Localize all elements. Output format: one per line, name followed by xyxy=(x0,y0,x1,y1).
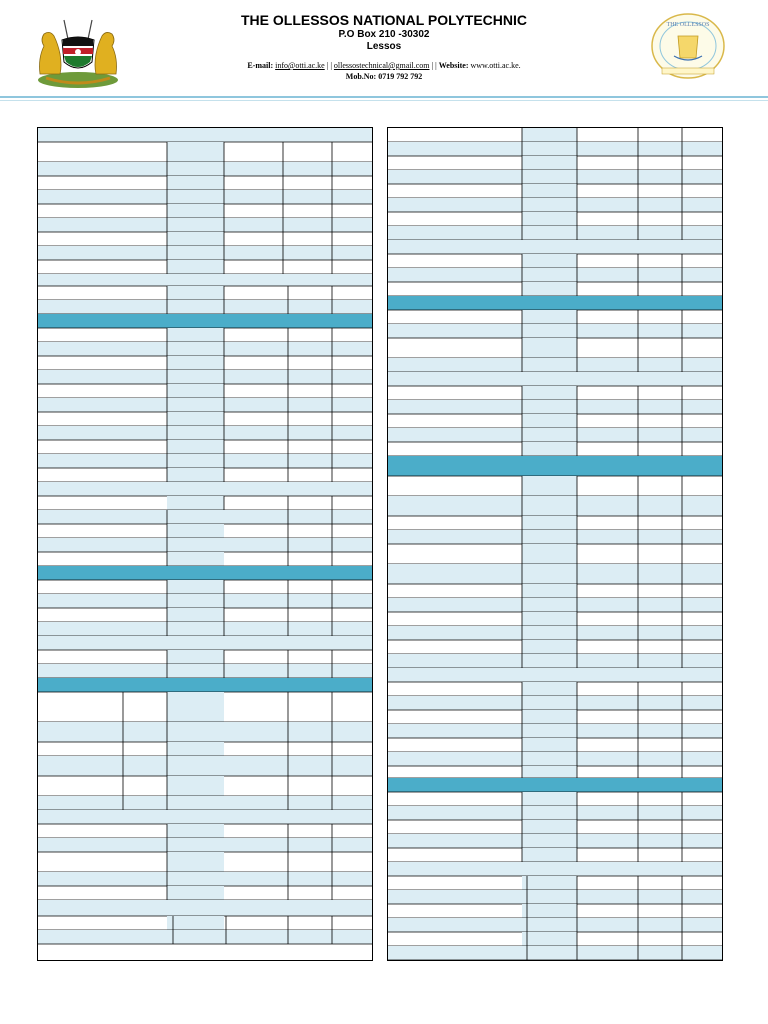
table-row-shade xyxy=(388,530,722,544)
table-cell-shade xyxy=(167,776,224,796)
table-cell-shade xyxy=(522,876,577,890)
table-cell-shade xyxy=(167,496,224,510)
table-cell-shade xyxy=(522,710,577,724)
table-row-shade xyxy=(38,930,372,944)
section-header xyxy=(38,274,372,286)
table-cell-shade xyxy=(522,612,577,626)
table-cell-shade xyxy=(167,260,224,274)
table-row-shade xyxy=(388,626,722,640)
table-cell-shade xyxy=(167,232,224,246)
table-cell-shade xyxy=(167,524,224,538)
table-row-shade xyxy=(38,300,372,314)
table-row-shade xyxy=(388,806,722,820)
table-cell-shade xyxy=(167,580,224,594)
table-row-shade xyxy=(388,946,722,960)
table-row-shade xyxy=(388,834,722,848)
table-row-shade xyxy=(38,796,372,810)
table-cell-shade xyxy=(522,682,577,696)
table-cell-shade xyxy=(522,282,577,296)
table-row-shade xyxy=(388,890,722,904)
postal-address: P.O Box 210 -30302 xyxy=(338,29,430,40)
table-row-shade xyxy=(388,198,722,212)
table-cell-shade xyxy=(167,886,224,900)
table-row-shade xyxy=(388,752,722,766)
section-band xyxy=(388,296,722,310)
table-cell-shade xyxy=(522,640,577,654)
table-cell-shade xyxy=(167,608,224,622)
table-cell-shade xyxy=(522,156,577,170)
section-header xyxy=(388,240,722,254)
table-row-shade xyxy=(388,696,722,710)
table-cell-shade xyxy=(522,932,577,946)
table-cell-shade xyxy=(522,738,577,752)
institution-name: THE OLLESSOS NATIONAL POLYTECHNIC xyxy=(241,12,527,28)
table-row-shade xyxy=(38,218,372,232)
section-header xyxy=(38,900,372,916)
table-row-shade xyxy=(388,564,722,584)
section-band xyxy=(388,778,722,792)
table-row-shade xyxy=(388,400,722,414)
table-cell-shade xyxy=(167,328,224,342)
table-cell-shade xyxy=(167,742,224,756)
left-fee-table xyxy=(37,127,373,961)
table-row-shade xyxy=(388,324,722,338)
table-cell-shade xyxy=(167,286,224,300)
table-cell-shade xyxy=(522,414,577,428)
table-cell-shade xyxy=(522,904,577,918)
table-row-shade xyxy=(388,226,722,240)
table-row-shade xyxy=(38,756,372,776)
table-row-shade xyxy=(38,538,372,552)
table-cell-shade xyxy=(522,476,577,496)
table-cell-shade xyxy=(167,356,224,370)
section-band xyxy=(38,566,372,580)
table-row-shade xyxy=(388,358,722,372)
table-cell-shade xyxy=(522,544,577,564)
left-table-grid xyxy=(38,128,372,960)
table-cell-shade xyxy=(522,584,577,598)
table-cell-shade xyxy=(522,848,577,862)
table-cell-shade xyxy=(167,384,224,398)
section-band xyxy=(38,314,372,328)
email-label: E-mail: xyxy=(247,61,274,70)
table-cell-shade xyxy=(522,766,577,778)
right-table-grid xyxy=(388,128,722,960)
section-band xyxy=(388,456,722,476)
seal-text: THE OLLESSOS xyxy=(666,22,710,28)
table-row-shade xyxy=(38,342,372,356)
table-row-shade xyxy=(388,724,722,738)
table-cell-shade xyxy=(522,212,577,226)
right-fee-table xyxy=(387,127,723,961)
table-row-shade xyxy=(38,622,372,636)
table-row-shade xyxy=(388,142,722,156)
table-cell-shade xyxy=(167,650,224,664)
table-row-shade xyxy=(38,162,372,176)
table-row-shade xyxy=(388,598,722,612)
table-row-shade xyxy=(38,246,372,260)
table-row-shade xyxy=(388,428,722,442)
table-row-shade xyxy=(38,454,372,468)
email-link[interactable]: info@otti.ac.ke xyxy=(275,61,325,70)
table-row-shade xyxy=(38,370,372,384)
table-cell-shade xyxy=(522,310,577,324)
section-header xyxy=(38,482,372,496)
section-header xyxy=(38,636,372,650)
section-header xyxy=(388,372,722,386)
letterhead xyxy=(0,0,768,100)
email2-link[interactable]: ollessostechnical@gmail.com xyxy=(333,61,430,70)
section-header xyxy=(388,862,722,876)
website-link[interactable]: www.otti.ac.ke. xyxy=(470,61,521,70)
mobile-number: Mob.No: 0719 792 792 xyxy=(345,72,423,81)
table-cell-shade xyxy=(167,552,224,566)
section-header xyxy=(388,668,722,682)
separator: | | xyxy=(326,61,332,70)
separator: | | xyxy=(431,61,437,70)
table-row-shade xyxy=(388,496,722,516)
table-cell-shade xyxy=(167,440,224,454)
table-cell-shade xyxy=(522,792,577,806)
website-label: Website: xyxy=(438,61,469,70)
table-cell-shade xyxy=(522,820,577,834)
header-rule-thin xyxy=(0,100,768,101)
table-row-shade xyxy=(388,654,722,668)
table-row-shade xyxy=(38,838,372,852)
table-cell-shade xyxy=(522,128,577,142)
table-row-shade xyxy=(38,398,372,412)
table-row-shade xyxy=(388,268,722,282)
table-row-shade xyxy=(388,170,722,184)
college-seal-logo xyxy=(648,12,728,80)
table-cell-shade xyxy=(167,176,224,190)
section-header xyxy=(38,128,372,142)
header-rule xyxy=(0,96,768,98)
table-cell-shade xyxy=(167,142,224,162)
table-row-shade xyxy=(38,594,372,608)
table-cell-shade xyxy=(167,412,224,426)
table-row-shade xyxy=(38,664,372,678)
table-row-shade xyxy=(38,426,372,440)
table-row-shade xyxy=(38,190,372,204)
table-cell-shade xyxy=(522,338,577,358)
table-cell-shade xyxy=(522,442,577,456)
table-cell-shade xyxy=(167,824,224,838)
table-cell-shade xyxy=(167,852,224,872)
table-cell-shade xyxy=(522,184,577,198)
table-cell-shade xyxy=(522,386,577,400)
table-row-shade xyxy=(388,918,722,932)
table-cell-shade xyxy=(522,254,577,268)
table-cell-shade xyxy=(167,468,224,482)
table-row-shade xyxy=(38,872,372,886)
town: Lessos xyxy=(366,41,402,52)
table-row-shade xyxy=(38,722,372,742)
table-cell-shade xyxy=(167,916,224,930)
table-cell-shade xyxy=(167,692,224,722)
table-row-shade xyxy=(38,510,372,524)
section-band xyxy=(38,678,372,692)
table-cell-shade xyxy=(522,516,577,530)
table-cell-shade xyxy=(167,204,224,218)
section-header xyxy=(38,810,372,824)
